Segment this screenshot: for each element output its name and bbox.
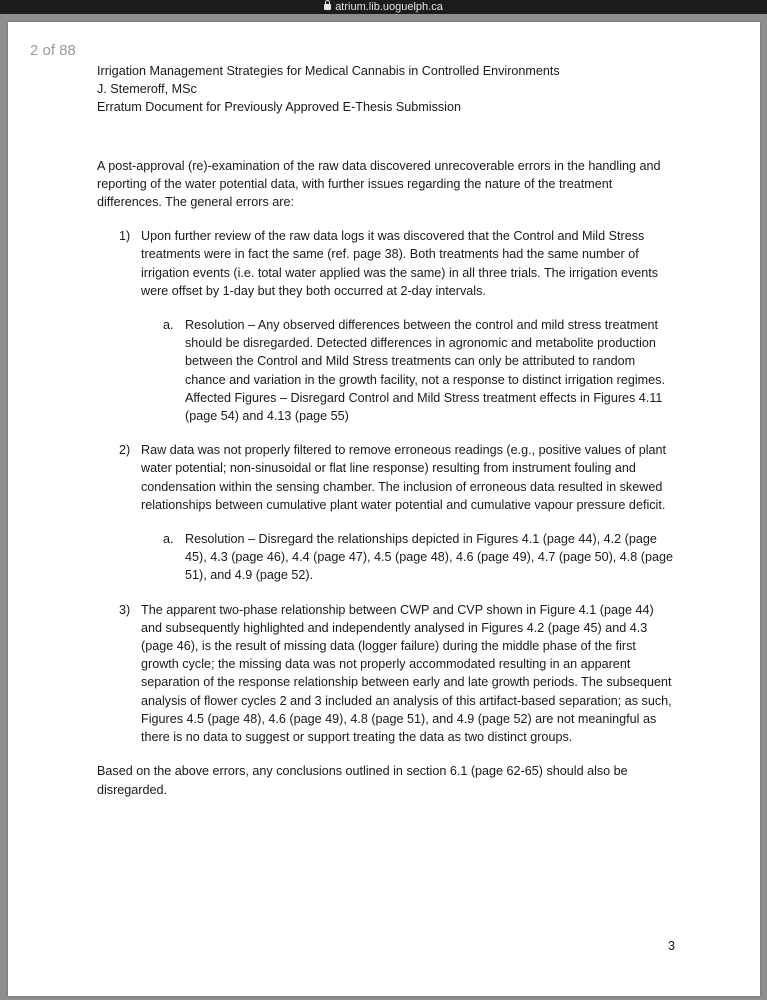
error-item-2 xyxy=(97,441,677,584)
thesis-title: Irrigation Management Strategies for Medical Cannabis in Controlled Environments xyxy=(97,64,560,78)
author-line: J. Stemeroff, MSc xyxy=(97,82,197,97)
error-item-1 xyxy=(97,227,677,425)
list-number: 1) xyxy=(119,229,131,244)
error-item-3 xyxy=(97,601,677,747)
intro-paragraph: A post-approval (re)-examination of the raw data discovered unrecoverable errors in the handling and reporting of the water potential data, with further issues regarding the nature of the treatment differences. The general errors are: xyxy=(97,158,661,210)
list-item-text: Raw data was not properly filtered to remove erroneous readings (e.g., positive values of plant water potential; non-sinusoidal or flat line response) resulting from instrument fouling and condensation within the sensing chamber. The inclusion of erroneous data resulted in skewed relationships between cumulative plant water potential and cumulative vapour pressure deficit. xyxy=(141,443,667,512)
list-number: 3) xyxy=(119,602,131,617)
sub-item-text: Resolution – Disregard the relationships depicted in Figures 4.1 (page 44), 4.2 (page 45), 4.3 (page 46), 4.4 (page 47), 4.5 (page 48), 4.6 (page 49), 4.7 (page 50), 4.8 (page 51), and 4.9 (page 52). xyxy=(185,532,673,583)
url-text: atrium.lib.uoguelph.ca xyxy=(335,1,443,13)
page-number: 3 xyxy=(668,939,676,953)
document-type-line: Erratum Document for Previously Approved E-Thesis Submission xyxy=(97,100,461,115)
list-item-text: The apparent two-phase relationship between CWP and CVP shown in Figure 4.1 (page 44) and subsequently highlighted and independently analysed in Figures 4.2 (page 45) and 4.3 (page 46), is the result of missing data (logger failure) during the middle phase of the first growth cycle; the missing data was not properly accommodated resulting in an apparent separation of the response relationship between early and late growth periods. The subsequent analysis of flower cycles 2 and 3 included an analysis of this artifact-based separation; as such, Figures 4.5 (page 48), 4.6 (page 49), 4.8 (page 51), and 4.9 (page 52) are not meaningful as there is no data to suggest or support treating the data as two distinct groups. xyxy=(141,602,672,745)
resolution-item-2a xyxy=(163,530,677,585)
browser-address-bar[interactable] xyxy=(0,0,767,14)
document-page xyxy=(8,22,760,996)
resolution-item-1a xyxy=(163,316,677,425)
page-counter: 2 of 88 xyxy=(30,42,76,59)
document-body xyxy=(97,62,677,799)
list-item-text: Upon further review of the raw data logs it was discovered that the Control and Mild Stress treatments were in fact the same (ref. page 38). Both treatments had the same number of irrigation events (i.e. total water applied was the same) in all three trials. The irrigation events were offset by 1-day but they both occurred at 2-day intervals. xyxy=(141,229,659,298)
conclusion-paragraph: Based on the above errors, any conclusions outlined in section 6.1 (page 62-65) should also be disregarded. xyxy=(97,764,628,797)
sub-list-letter: a. xyxy=(163,532,174,547)
lock-icon xyxy=(324,4,331,10)
sub-item-text: Resolution – Any observed differences between the control and mild stress treatment should be disregarded. Detected differences in agronomic and metabolite production between the Control and Mild Stress treatments can only be attributed to random chance and variation in the growth facility, not a response to distinct irrigation regimes. Affected Figures – Disregard Control and Mild Stress treatment effects in Figures 4.11 (page 54) and 4.13 (page 55) xyxy=(185,318,665,424)
list-number: 2) xyxy=(119,443,131,458)
document-header xyxy=(97,62,677,117)
sub-list-letter: a. xyxy=(163,318,174,333)
